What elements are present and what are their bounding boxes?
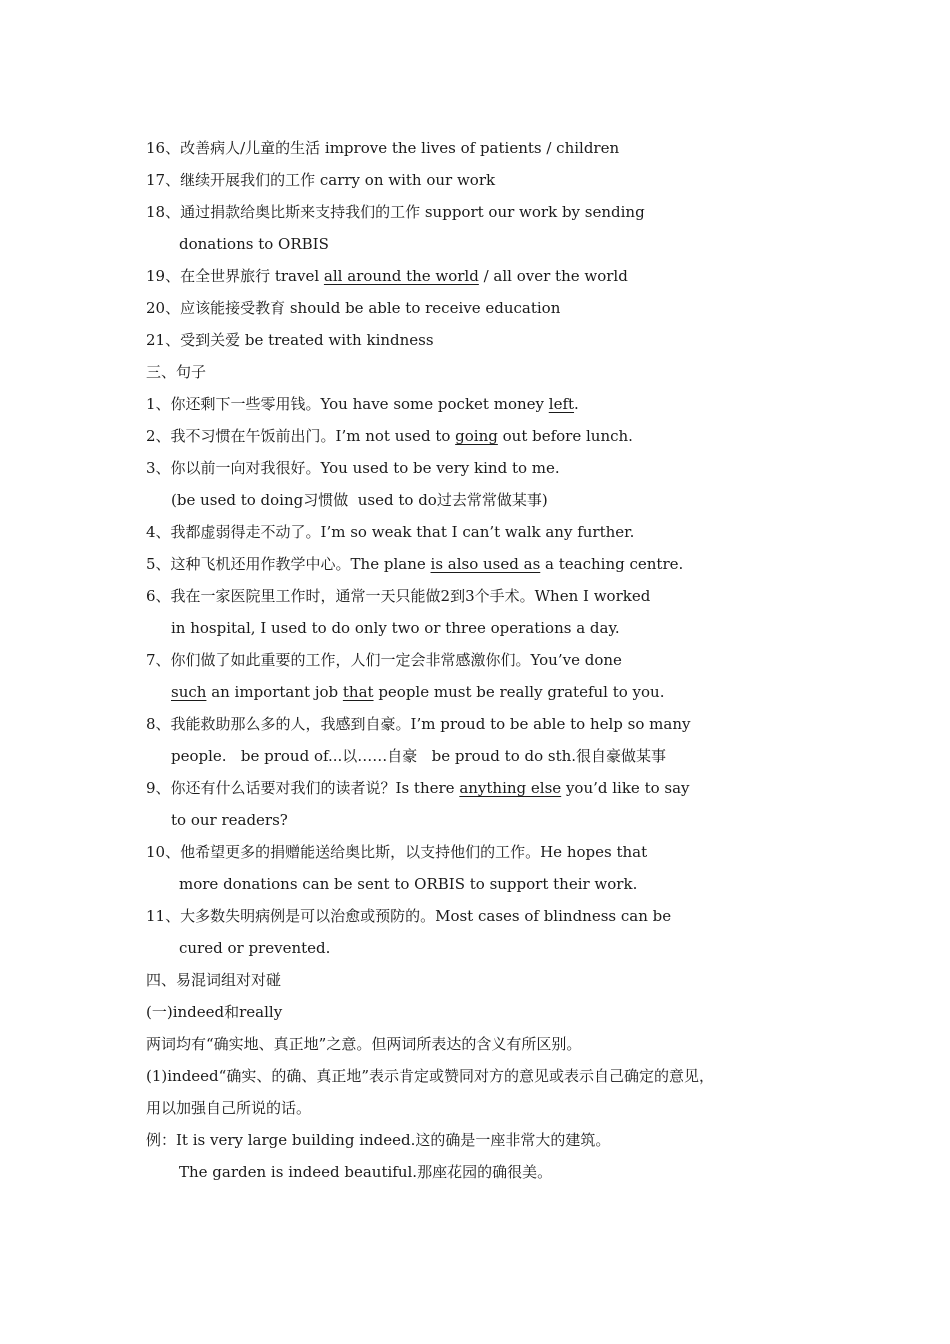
sentence-10-continued: more donations can be sent to ORBIS to support their work. <box>179 875 638 893</box>
sentence-9-text: 9、你还有什么话要对我们的读者说？Is there <box>146 779 460 797</box>
sentence-11-continued: cured or prevented. <box>179 939 331 957</box>
section-heading-sentences: 三、句子 <box>146 363 207 381</box>
phrase-18: 18、通过捐款给奥比斯来支持我们的工作 support our work by sending <box>146 203 645 221</box>
sentence-8: 8、我能救助那么多的人，我感到自豪。I’m proud to be able to help so many <box>146 715 691 733</box>
paragraph-indeed-continued: 用以加强自己所说的话。 <box>146 1099 312 1117</box>
sentence-6-continued: in hospital, I used to do only two or three operations a day. <box>171 619 620 637</box>
sentence-4: 4、我都虚弱得走不动了。I’m so weak that I can’t walk any further. <box>146 523 635 541</box>
sentence-1-text: 1、你还剩下一些零用钱。You have some pocket money <box>146 395 549 413</box>
phrase-19-text: 19、在全世界旅行 travel <box>146 267 324 285</box>
phrase-17: 17、继续开展我们的工作 carry on with our work <box>146 171 496 189</box>
phrase-20: 20、应该能接受教育 should be able to receive education <box>146 299 561 317</box>
paragraph-indeed: (1)indeed“确实、的确、真正地”表示肯定或赞同对方的意见或表示自己确定的意见， <box>146 1067 715 1085</box>
sentence-2-text: 2、我不习惯在午饭前出门。I’m not used to <box>146 427 456 445</box>
sentence-9-continued: to our readers? <box>171 811 288 829</box>
sentence-5-end: a teaching centre. <box>540 555 684 573</box>
section-heading-confusables: 四、易混词组对对碰 <box>146 971 282 989</box>
sentence-7-end: people must be really grateful to you. <box>373 683 665 701</box>
sentence-2 <box>146 426 633 446</box>
example-2: The garden is indeed beautiful.那座花园的确很美。 <box>179 1163 553 1181</box>
phrase-19-rest: / all over the world <box>478 267 628 285</box>
sentence-3: 3、你以前一向对我很好。You used to be very kind to me. <box>146 459 560 477</box>
sentence-1-end: . <box>574 395 579 413</box>
underlined-word: that <box>342 683 374 701</box>
sentence-9 <box>146 778 690 798</box>
phrase-16: 16、改善病人/儿童的生活 improve the lives of patients / children <box>146 139 620 157</box>
sentence-7-mid: an important job <box>206 683 343 701</box>
subheading-indeed-really: (一)indeed和really <box>146 1003 283 1021</box>
sentence-7: 7、你们做了如此重要的工作，人们一定会非常感激你们。You’ve done <box>146 651 622 669</box>
underlined-word: going <box>455 427 498 445</box>
phrase-18-continued: donations to ORBIS <box>179 235 329 253</box>
sentence-3-note: (be used to doing习惯做 used to do过去常常做某事) <box>171 491 548 509</box>
sentence-9-end: you’d like to say <box>561 779 690 797</box>
sentence-10: 10、他希望更多的捐赠能送给奥比斯，以支持他们的工作。He hopes that <box>146 843 648 861</box>
phrase-21: 21、受到关爱 be treated with kindness <box>146 331 434 349</box>
sentence-11: 11、大多数失明病例是可以治愈或预防的。Most cases of blindness can be <box>146 907 672 925</box>
underlined-phrase: anything else <box>459 779 562 797</box>
sentence-5-text: 5、这种飞机还用作教学中心。The plane <box>146 555 431 573</box>
underlined-word: left <box>548 395 575 413</box>
underlined-phrase: is also used as <box>430 555 541 573</box>
phrase-19 <box>146 266 628 286</box>
sentence-2-end: out before lunch. <box>497 427 633 445</box>
underlined-phrase: all around the world <box>323 267 479 285</box>
paragraph-intro: 两词均有“确实地、真正地”之意。但两词所表达的含义有所区别。 <box>146 1035 582 1053</box>
sentence-6: 6、我在一家医院里工作时，通常一天只能做2到3个手术。When I worked <box>146 587 651 605</box>
underlined-word: such <box>171 683 207 701</box>
sentence-5 <box>146 554 683 574</box>
sentence-7-continued <box>171 682 664 702</box>
sentence-8-continued: people. be proud of...以……自豪 be proud to do sth.很自豪做某事 <box>171 747 667 765</box>
sentence-1 <box>146 394 579 414</box>
example-1: 例：It is very large building indeed.这的确是一座非常大的建筑。 <box>146 1131 611 1149</box>
